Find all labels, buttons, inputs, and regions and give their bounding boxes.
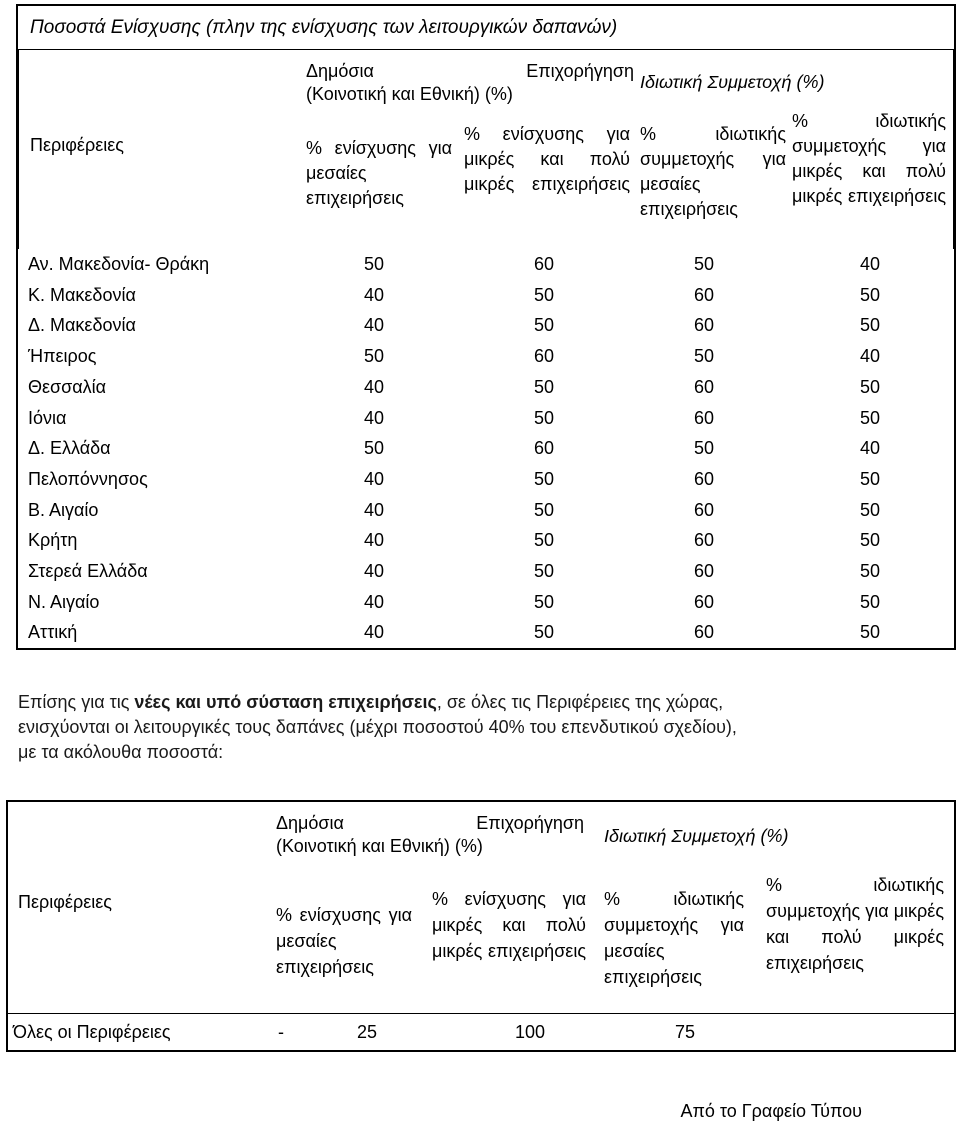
small-private-cell: 50 (859, 530, 880, 551)
t2-regions-header: Περιφέρειες (18, 892, 112, 912)
aid-rates-table-title: Ποσοστά Ενίσχυσης (πλην της ενίσχυσης των λειτουργικών δαπανών) (18, 6, 954, 50)
small-private-cell: 50 (859, 591, 880, 612)
t2-small-private-cell: 75 (675, 1021, 696, 1042)
medium-aid-cell: 50 (363, 254, 384, 275)
table-row (18, 433, 954, 464)
public-grant-header-line1: Δημόσια Επιχορήγηση (306, 61, 634, 81)
t2-public-grant-header-line1: Δημόσια Επιχορήγηση (276, 813, 584, 833)
small-private-cell: 50 (859, 284, 880, 305)
press-office-credit: Από το Γραφείο Τύπου (680, 1101, 862, 1121)
small-aid-cell: 60 (533, 346, 554, 367)
small-private-cell: 50 (859, 560, 880, 581)
medium-aid-cell: 40 (363, 284, 384, 305)
col-medium-private-header: % ιδιωτικής συμμετοχής για μεσαίες επιχειρήσεις (640, 124, 786, 219)
t2-public-grant-header-line2: (Κοινοτική και Εθνική) (%) (276, 835, 483, 856)
t2-col-small-aid-header: % ενίσχυσης για μικρές και πολύ μικρές επιχειρήσεις (432, 889, 586, 961)
t2-region-cell: Όλες οι Περιφέρειες (13, 1021, 171, 1042)
region-cell: Δ. Ελλάδα (28, 438, 111, 459)
t2-private-participation-header: Ιδιωτική Συμμετοχή (%) (604, 826, 789, 846)
medium-private-cell: 50 (693, 438, 714, 459)
table-row (18, 341, 954, 372)
table-row (18, 556, 954, 587)
region-cell: Κ. Μακεδονία (28, 284, 136, 305)
medium-private-cell: 50 (693, 254, 714, 275)
t2-medium-private-cell: 100 (515, 1021, 546, 1042)
private-participation-header: Ιδιωτική Συμμετοχή (%) (640, 72, 825, 92)
medium-private-cell: 50 (693, 346, 714, 367)
public-grant-header-line2: (Κοινοτική και Εθνική) (%) (306, 83, 513, 104)
region-cell: Ιόνια (28, 407, 67, 428)
col-small-aid-header: % ενίσχυσης για μικρές και πολύ μικρές επιχειρήσεις (464, 124, 630, 194)
operating-costs-table (6, 800, 956, 1052)
aid-rates-table-header (18, 50, 954, 249)
regions-header: Περιφέρειες (30, 135, 124, 155)
table-row (18, 464, 954, 495)
table-row (18, 587, 954, 618)
small-private-cell: 50 (859, 376, 880, 397)
region-cell: Στερεά Ελλάδα (28, 560, 148, 581)
small-private-cell: 40 (859, 346, 880, 367)
small-aid-cell: 50 (533, 530, 554, 551)
table-row (18, 402, 954, 433)
region-cell: Ν. Αιγαίο (28, 591, 100, 612)
medium-aid-cell: 40 (363, 315, 384, 336)
small-aid-cell: 50 (533, 499, 554, 520)
table-row (18, 249, 954, 280)
table-row (18, 372, 954, 403)
medium-private-cell: 60 (693, 376, 714, 397)
medium-private-cell: 60 (693, 407, 714, 428)
small-aid-cell: 50 (533, 315, 554, 336)
region-cell: Κρήτη (28, 530, 78, 551)
medium-aid-cell: 40 (363, 560, 384, 581)
medium-aid-cell: 40 (363, 622, 384, 643)
col-small-private-header: % ιδιωτικής συμμετοχής για μικρές και πολύ μικρές επιχειρήσεις (792, 111, 946, 206)
small-private-cell: 50 (859, 622, 880, 643)
small-aid-cell: 50 (533, 468, 554, 489)
medium-aid-cell: 40 (363, 376, 384, 397)
small-private-cell: 50 (859, 468, 880, 489)
small-aid-cell: 50 (533, 376, 554, 397)
small-private-cell: 40 (859, 438, 880, 459)
t2-col-medium-private-header: % ιδιωτικής συμμετοχής για μεσαίες επιχειρήσεις (604, 889, 744, 987)
medium-private-cell: 60 (693, 315, 714, 336)
medium-private-cell: 60 (693, 499, 714, 520)
medium-private-cell: 60 (693, 560, 714, 581)
medium-private-cell: 60 (693, 468, 714, 489)
new-businesses-paragraph (18, 690, 948, 765)
medium-aid-cell: 40 (363, 499, 384, 520)
small-private-cell: 50 (859, 499, 880, 520)
public-grant-header (306, 60, 634, 105)
operating-costs-table-header (8, 802, 954, 1013)
table-row (8, 1014, 954, 1050)
medium-aid-cell: 40 (363, 530, 384, 551)
region-cell: Πελοπόννησος (28, 468, 148, 489)
table-row (18, 617, 954, 648)
paragraph-line3: με τα ακόλουθα ποσοστά: (18, 742, 224, 762)
small-aid-cell: 50 (533, 284, 554, 305)
region-cell: Θεσσαλία (28, 376, 107, 397)
medium-aid-cell: 40 (363, 468, 384, 489)
small-private-cell: 50 (859, 315, 880, 336)
medium-aid-cell: 50 (363, 438, 384, 459)
paragraph-emphasis: νέες και υπό σύσταση επιχειρήσεις (134, 692, 437, 712)
small-private-cell: 50 (859, 407, 880, 428)
medium-aid-cell: 40 (363, 591, 384, 612)
region-cell: Αττική (28, 622, 78, 643)
small-aid-cell: 50 (533, 407, 554, 428)
table-row (18, 495, 954, 526)
small-aid-cell: 60 (533, 254, 554, 275)
paragraph-text-start: Επίσης για τις (18, 692, 135, 712)
paragraph-line2: ενισχύονται οι λειτουργικές τους δαπάνες (μέχρι ποσοστού 40% του επενδυτικού σχεδίου), (18, 717, 737, 737)
medium-aid-cell: 40 (363, 407, 384, 428)
small-aid-cell: 50 (533, 560, 554, 581)
small-private-cell: 40 (859, 254, 880, 275)
small-aid-cell: 50 (533, 591, 554, 612)
t2-col-medium-aid-header: % ενίσχυσης για μεσαίες επιχειρήσεις (276, 905, 412, 977)
aid-rates-table (16, 4, 956, 650)
table-row (18, 310, 954, 341)
t2-col-small-private-header: % ιδιωτικής συμμετοχής για μικρές και πολύ μικρές επιχειρήσεις (766, 875, 944, 973)
col-medium-aid-header: % ενίσχυσης για μεσαίες επιχειρήσεις (306, 138, 452, 208)
region-cell: Β. Αιγαίο (28, 499, 99, 520)
t2-medium-aid-cell: - (278, 1021, 284, 1042)
medium-private-cell: 60 (693, 530, 714, 551)
medium-private-cell: 60 (693, 284, 714, 305)
region-cell: Δ. Μακεδονία (28, 315, 136, 336)
region-cell: Ήπειρος (28, 346, 97, 367)
table-row (18, 525, 954, 556)
medium-private-cell: 60 (693, 591, 714, 612)
medium-private-cell: 60 (693, 622, 714, 643)
t2-public-grant-header (276, 812, 584, 857)
t2-small-aid-cell: 25 (357, 1021, 378, 1042)
paragraph-text-end: , σε όλες τις Περιφέρειες της χώρας, (436, 692, 724, 712)
medium-aid-cell: 50 (363, 346, 384, 367)
small-aid-cell: 60 (533, 438, 554, 459)
table-row (18, 280, 954, 311)
aid-rates-table-body (18, 249, 954, 648)
region-cell: Αν. Μακεδονία- Θράκη (28, 254, 210, 275)
small-aid-cell: 50 (533, 622, 554, 643)
